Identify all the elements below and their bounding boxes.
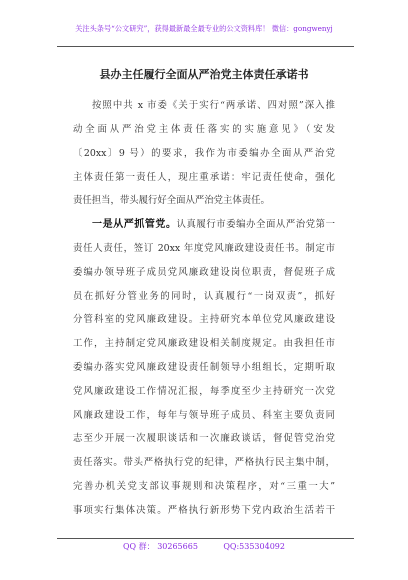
paragraph-1-line-2: 动全面从严治党主体责任落实的实施意见》（安发	[73, 124, 335, 135]
paragraph-2-line-4: 员在抓好分管业务的同时，认真履行“一岗双责”，抓好	[73, 291, 335, 302]
paragraph-2-line-1-text: 认真履行市委编办全面从严治党第一	[176, 219, 336, 230]
paragraph-1-line-1: 按照中共 x 市委《关于实行“两承诺、四对照”深入推	[92, 100, 335, 111]
paragraph-2-line-6: 工作，主持制定党风廉政建设相关制度规定。由我担任市	[73, 338, 335, 349]
paragraph-2-line-11: 责任落实。带头严格执行党的纪律，严格执行民主集中制，	[73, 457, 335, 468]
paragraph-2-line-5: 分管科室的党风廉政建设。主持研究本单位党风廉政建设	[73, 314, 335, 325]
paragraph-2-line-8: 党风廉政建设工作情况汇报，每季度至少主持研究一次党	[73, 386, 335, 397]
paragraph-2-line-3: 委编办领导班子成员党风廉政建设岗位职责，督促班子成	[73, 267, 335, 278]
footer-qq-contact: QQ 群： 30265665 QQ:535304092	[123, 542, 285, 551]
paragraph-1-line-4: 主体责任第一责任人，现庄重承诺：牢记责任使命，强化	[73, 172, 335, 183]
paragraph-2-line-1	[92, 219, 335, 231]
paragraph-1-line-3: 〔20xx〕9 号）的要求，我作为市委编办全面从严治党	[73, 148, 335, 159]
header-divider	[57, 46, 354, 47]
paragraph-2-line-7: 委编办落实党风廉政建设责任制领导小组组长，定期听取	[73, 362, 335, 373]
document-title: 县办主任履行全面从严治党主体责任承诺书	[99, 68, 309, 81]
paragraph-2-line-12: 完善办机关党支部议事规则和决策程序，对“三重一大”	[73, 481, 335, 492]
paragraph-1-line-5: 责任担当，带头履行好全面从严治党主体责任。	[73, 195, 270, 206]
paragraph-2-line-13: 事项实行集体决策。严格执行新形势下党内政治生活若干	[73, 505, 335, 516]
paragraph-2-lead: 一是从严抓管党。	[92, 219, 177, 230]
paragraph-2-line-10: 志至少开展一次履职谈话和一次廉政谈话，督促管党治党	[73, 433, 335, 444]
footer-divider	[57, 538, 354, 539]
header-banner: 关注头条号“公文研究”，获得最新最全最专业的公文资料库！ 微信：gongwenyj	[75, 24, 333, 33]
paragraph-2-line-2: 责任人责任，签订 20xx 年度党风廉政建设责任书。制定市	[73, 243, 335, 254]
paragraph-2-line-9: 风廉政建设工作，每年与领导班子成员、科室主要负责同	[73, 410, 335, 421]
